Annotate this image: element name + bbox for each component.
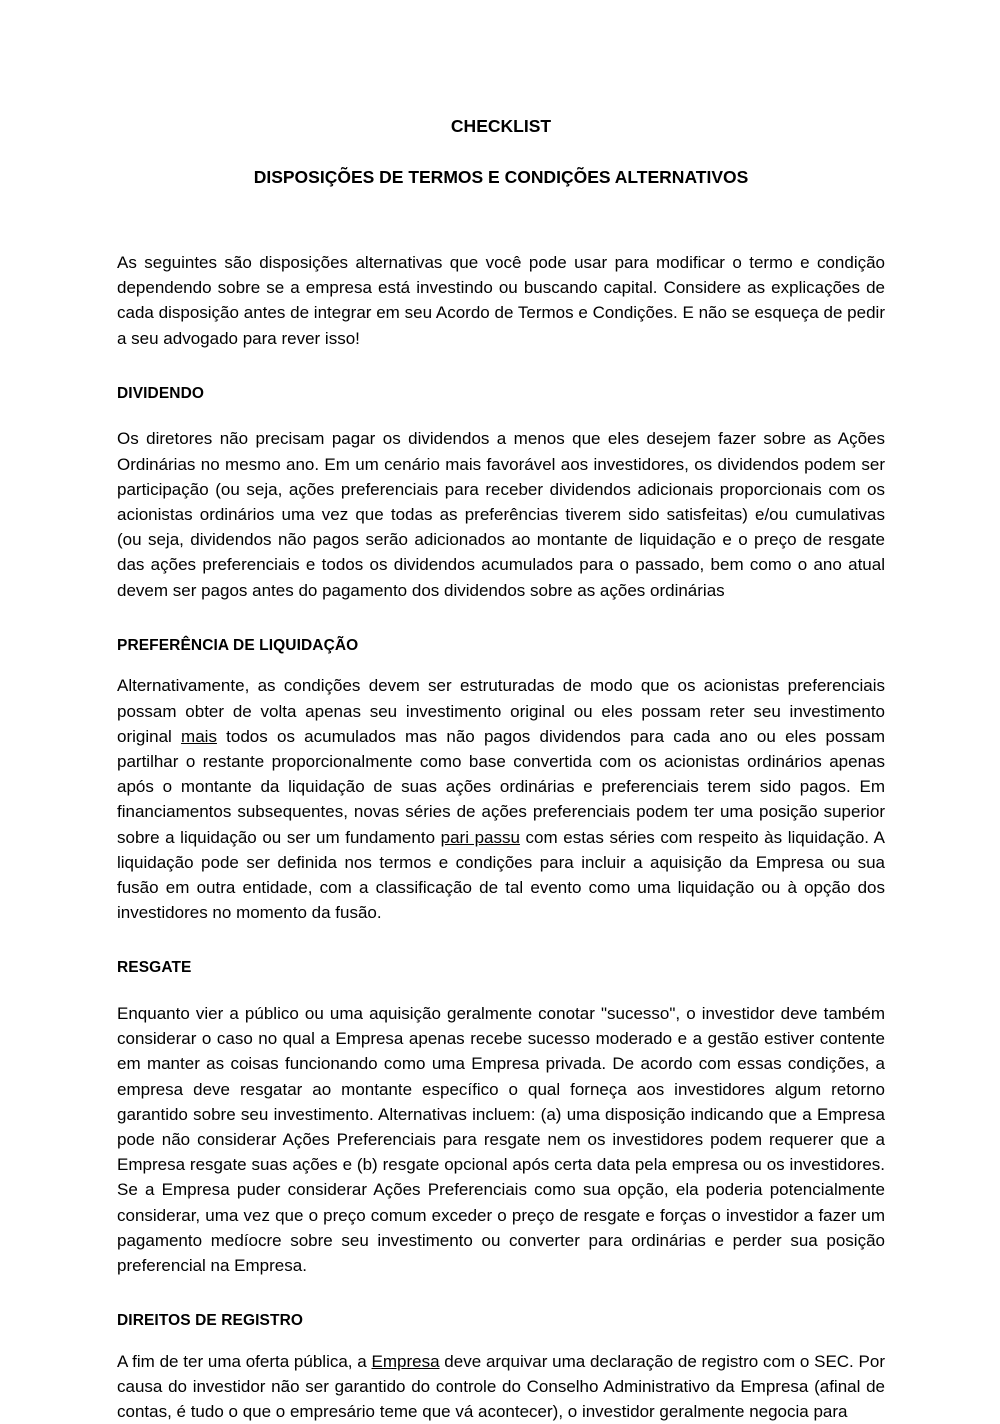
page-title: CHECKLIST	[450, 116, 552, 136]
underlined-term-pari-passu: pari passu	[440, 827, 520, 847]
spacer-section-3	[117, 925, 885, 959]
intro-paragraph: As seguintes são disposições alternativas que você pode usar para modificar o termo e condição dependendo sobre se a empresa está investindo ou buscando capital. Considere as explicações de cada disposição antes de integrar em seu Acordo de Termos e Condições. E não se esqueça de pedir a seu advogado para rever isso!	[117, 253, 885, 348]
text-run-3: com estas séries com respeito às liquidação. A liquidação pode ser definida nos termos e condições para incluir a aquisição da Empresa ou sua fusão em outra entidade, com a classificação de tal evento como uma liquidação ou à opção dos investidores no momento da fusão.	[117, 827, 886, 923]
spacer-head-2	[117, 655, 885, 673]
section-body-dividendo: Os diretores não precisam pagar os dividendos a menos que eles desejem fazer sobre as Ações Ordinárias no mesmo ano. Em um cenário mais favorável aos investidores, os dividendos podem ser participação (ou seja, ações preferenciais para receber dividendos adicionais proporcionais com os acionistas ordinários uma vez que todas as preferências tiverem sido satisfeitas) e/ou cumulativas (ou seja, dividendos não pagos serão adicionados ao montante de liquidação e o preço de resgate das ações preferenciais e todos os dividendos acumulados para o passado, bem como o ano atual devem ser pagos antes do pagamento dos dividendos sobre as ações ordinárias	[117, 429, 885, 600]
page-subtitle: DISPOSIÇÕES DE TERMOS E CONDIÇÕES ALTERNATIVOS	[253, 167, 749, 187]
section-body-direitos-de-registro	[117, 1349, 885, 1424]
spacer-head-4	[117, 1331, 885, 1349]
text-run-1: Alternativamente, as condições devem ser estruturadas de modo que os acionistas preferenciais possam obter de volta apenas seu investimento original ou eles possam reter seu investimento original	[117, 676, 885, 746]
section-body-resgate: Enquanto vier a público ou uma aquisição geralmente conotar "sucesso", o investidor deve também considerar o caso no qual a Empresa apenas recebe sucesso moderado e a gestão estiver contente em manter as coisas funcionando como uma Empresa privada. De acordo com essas condições, a empresa deve resgatar ao montante específico o qual forneça aos investidores algum retorno garantido sobre seu investimento. Alternativas incluem: (a) uma disposição indicando que a Empresa pode não considerar Ações Preferenciais para resgate nem os investidores podem requerer que a Empresa resgate suas ações e (b) resgate opcional após certa data pela empresa ou os investidores. Se a Empresa puder considerar Ações Preferenciais como sua opção, ela poderia potencialmente considerar, uma vez que o preço comum exceder o preço de resgate e forças o investidor a fazer um pagamento medíocre sobre seu investimento ou converter para ordinárias e perder sua posição preferencial na Empresa.	[117, 1004, 885, 1276]
section-heading-preferencia-de-liquidacao: PREFERÊNCIA DE LIQUIDAÇÃO	[117, 636, 359, 654]
text-run-2: todos os acumulados mas não pagos dividendos para cada ano ou eles possam partilhar o restante proporcionalmente como base convertida com os acionistas ordinários apenas após o montante da liquidação de suas ações ordinárias e preferenciais terem sido pagos. Em financiamentos subsequentes, novas séries de ações preferenciais podem ter uma posição superior sobre a liquidação ou ser um fundamento	[117, 726, 885, 847]
spacer-head-3	[117, 978, 885, 1001]
spacer-intro	[117, 188, 885, 250]
spacer-section-4	[117, 1278, 885, 1312]
document-content	[117, 0, 885, 1424]
section-heading-dividendo: DIVIDENDO	[117, 384, 205, 402]
spacer-section-2	[117, 603, 885, 637]
section-body-preferencia-de-liquidacao	[117, 673, 885, 925]
underlined-term-mais: mais	[181, 726, 217, 746]
section-heading-direitos-de-registro: DIREITOS DE REGISTRO	[117, 1312, 304, 1330]
text-run-5: deve arquivar uma declaração de registro com o SEC. Por causa do investidor não ser garantido do controle do Conselho Administrativo da Empresa (afinal de contas, é tudo o que o empresário teme que vá acontecer), o investidor geralmente negocia para	[117, 1351, 886, 1422]
text-run-4: A fim de ter uma oferta pública, a	[117, 1351, 372, 1371]
underlined-term-empresa: Empresa	[371, 1351, 440, 1371]
section-heading-resgate: RESGATE	[117, 959, 192, 977]
spacer-head-1	[117, 403, 885, 426]
spacer-section-1	[117, 351, 885, 385]
